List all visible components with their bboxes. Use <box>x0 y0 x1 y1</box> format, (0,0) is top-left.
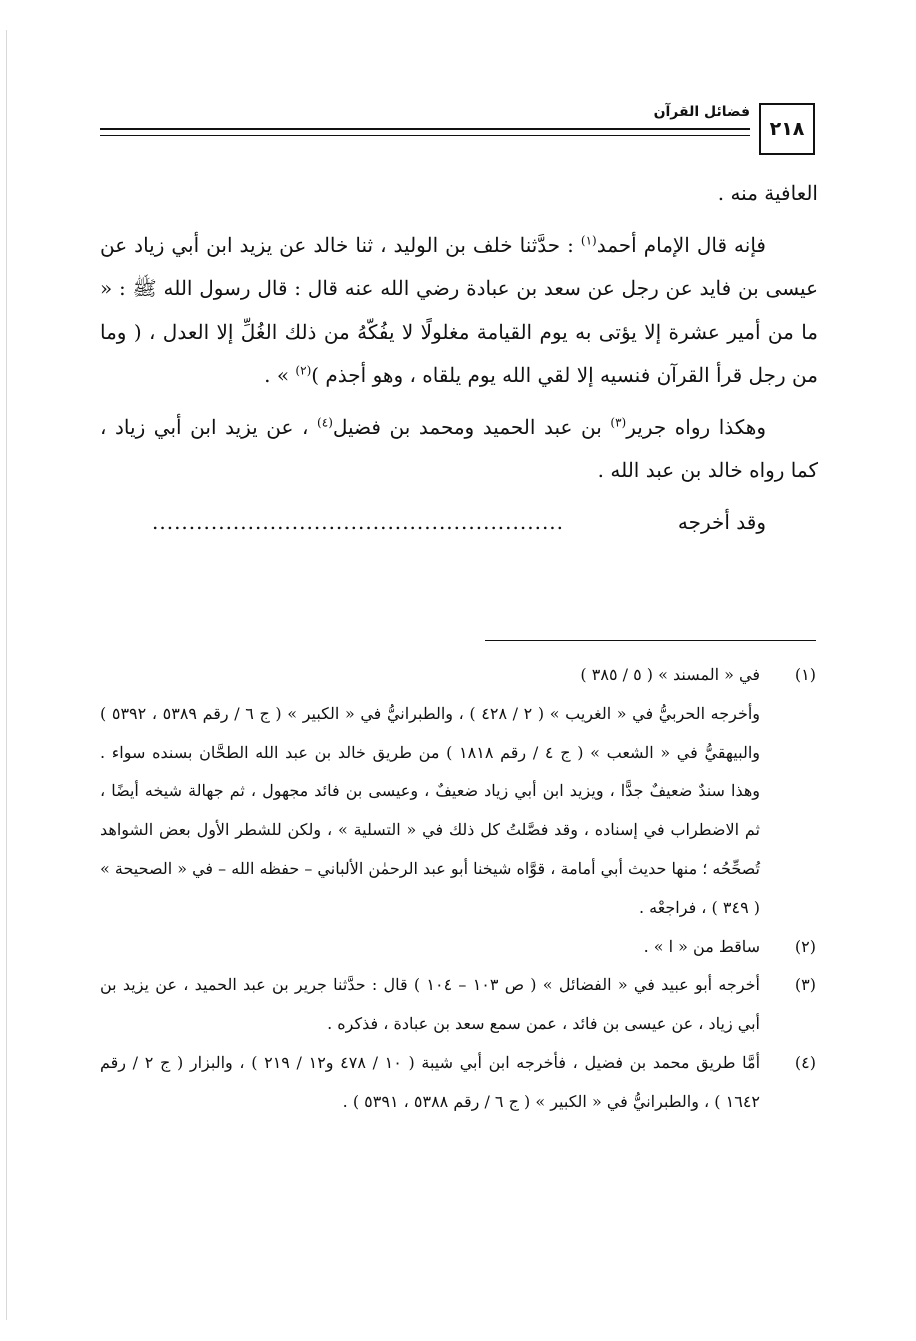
footnote-3 <box>100 966 816 1044</box>
footnote-line: في « المسند » ( ٥ / ٣٨٥ ) <box>580 665 760 684</box>
footnote-4 <box>100 1044 816 1122</box>
paragraph-2 <box>100 224 818 398</box>
footnote-number: (٤) <box>794 1052 816 1072</box>
text-span: فإنه قال الإمام أحمد <box>596 232 766 257</box>
header-rule-thin <box>100 135 750 136</box>
header-rule-thick <box>100 128 750 130</box>
page-edge-line <box>6 30 7 1320</box>
footnote-ref-1: (١) <box>580 232 597 247</box>
running-title: فضائل القرآن <box>653 104 750 120</box>
text-span: : حدَّثنا خلف بن الوليد ، ثنا خالد عن يزيد ابن أبي زياد عن عيسى بن فايد عن رجل عن سعد بن عبادة رضي الله عنه قال : قال رسول الله ﷺ : « ما من أمير عشرة إلا يؤتى به يوم القيامة مغلولًا لا يفُكّهُ من ذلك الغُلِّ إلا العدل ، ( وما من رجل قرأ القرآن فنسيه إلا لقي الله يوم يلقاه ، وهو أجذم ) <box>100 232 819 387</box>
paragraph-3 <box>100 406 818 493</box>
text-span: ، عن يزيد ابن أبي زياد ، كما رواه خالد بن عبد الله . <box>100 414 818 482</box>
footnote-number: (٣) <box>794 975 816 995</box>
footnote-line: أمَّا طريق محمد بن فضيل ، فأخرجه ابن أبي شيبة ( ١٠ / ٤٧٨ و١٢ / ٢١٩ ) ، والبزار ( ج ٢ / رقم ١٦٤٢ ) ، والطبرانيُّ في « الكبير » ( ج ٦ / رقم ٥٣٨٨ ، ٥٣٩١ ) . <box>100 1052 761 1111</box>
text-span: » . <box>264 363 296 387</box>
text-span: وقد أخرجه <box>677 509 766 534</box>
continuation-dots: ........................................................ <box>152 509 565 534</box>
footnote-ref-3: (٣) <box>610 414 627 429</box>
footnote-line: أخرجه أبو عبيد في « الفضائل » ( ص ١٠٣ – ١٠٤ ) قال : حدَّثنا جرير بن عبد الحميد ، عن يزيد بن أبي زياد ، عن عيسى بن فائد ، عمن سمع سعد بن عبادة ، فذكره . <box>100 975 760 1034</box>
footnote-2 <box>100 928 816 967</box>
paragraph-1: العافية منه . <box>717 181 818 205</box>
footnote-separator <box>485 640 816 641</box>
page-number: ٢١٨ <box>759 103 815 155</box>
footnote-ref-4: (٤) <box>317 414 333 429</box>
text-span: بن عبد الحميد ومحمد بن فضيل <box>332 414 611 439</box>
footnote-body <box>100 966 760 1044</box>
text-span: وهكذا رواه جرير <box>626 414 767 439</box>
footnote-body <box>100 928 760 967</box>
footnote-number: (١) <box>794 665 816 684</box>
footnote-number: (٢) <box>794 936 816 956</box>
main-text <box>100 172 818 544</box>
footnote-body <box>100 656 760 928</box>
footnote-line: ساقط من « ا » . <box>643 936 760 956</box>
footnote-line: وأخرجه الحربيُّ في « الغريب » ( ٢ / ٤٢٨ ) ، والطبرانيُّ في « الكبير » ( ج ٦ / رقم ٥٣٨٩ ، ٥٣٩٢ ) والبيهقيُّ في « الشعب » ( ج ٤ / رقم ١٨١٨ ) من طريق خالد بن عبد الله الطحَّان بسنده سواء . وهذا سندٌ ضعيفٌ جدًّا ، ويزيد ابن أبي زياد ضعيفٌ ، وعيسى بن فائد مجهول ، ثم جهالة شيخه أيضًا ، ثم الاضطراب في إسناده ، وقد فصَّلتُ كل ذلك في « التسلية » ، ولكن للشطر الأول بعض الشواهد تُصحِّحُه ؛ منها حديث أبي أمامة ، قوَّاه شيخنا أبو عبد الرحمٰن الألباني – حفظه الله – في « الصحيحة » ( ٣٤٩ ) ، فراجعْه . <box>100 703 761 917</box>
footnote-1 <box>100 656 816 928</box>
footnotes <box>100 656 816 1122</box>
footnote-body <box>100 1044 760 1122</box>
footnote-ref-2: (٢) <box>295 363 312 378</box>
paragraph-4 <box>100 501 818 545</box>
